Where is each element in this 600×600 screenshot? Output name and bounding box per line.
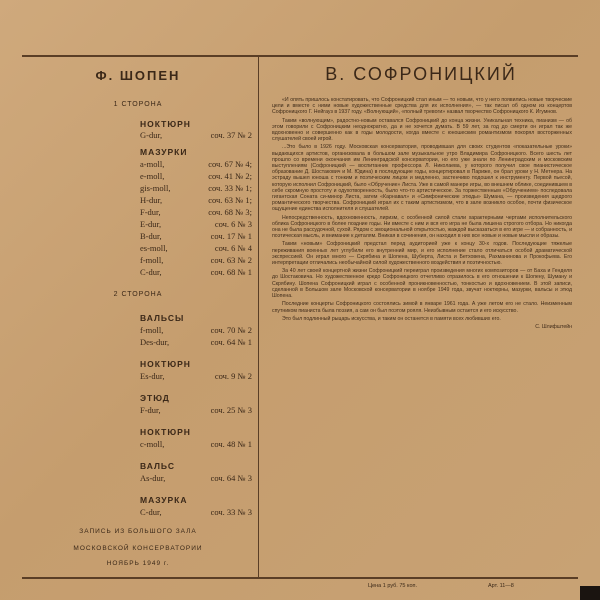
section-title: МАЗУРКА [140,495,188,505]
work-item [140,255,252,265]
corner-shadow [580,586,600,600]
work-opus: соч. 25 № 3 [210,405,252,415]
work-key: F-dur, [140,405,161,415]
work-item [140,371,252,381]
work-item [140,183,252,193]
work-opus: соч. 17 № 1 [210,231,252,241]
work-key: f-moll, [140,255,164,265]
work-opus: соч. 64 № 1 [210,337,252,347]
work-item [140,171,252,181]
recording-venue-line1: ЗАПИСЬ ИЗ БОЛЬШОГО ЗАЛА [79,528,197,535]
side-1-label: 1 СТОРОНА [113,101,163,108]
work-key: Es-dur, [140,371,165,381]
section-title: НОКТЮРН [140,427,191,437]
work-opus: соч. 41 № 2; [208,171,252,181]
recording-venue-line2: МОСКОВСКОЙ КОНСЕРВАТОРИИ [73,545,203,552]
notes-paragraph: Последние концерты Софроницкого состоялись зимой в январе 1961 года. А уже летом его не стало. Неизменным спутником пианиста была поэзия, а сам он был поэтом рояля. Неизбывным остается и его искусство. [272,301,572,314]
top-rule [22,55,578,57]
work-item [140,439,252,449]
work-opus: соч. 67 № 4; [208,159,252,169]
section-title: НОКТЮРН [140,359,191,369]
section-title: НОКТЮРН [140,119,191,129]
work-key: gis-moll, [140,183,171,193]
work-opus: соч. 37 № 2 [210,130,252,140]
work-item [140,507,252,517]
work-opus: соч. 9 № 2 [214,371,252,381]
composer-name: Ф. ШОПЕН [95,68,181,83]
work-item [140,243,252,253]
work-item [140,207,252,217]
notes-paragraph: ...Это было в 1926 году. Московская консерватория, проводившая для своих студентов «показательные уроки» выдающихся артистов, организовала в большом зале музыкальное утро Владимира Софроницкого. Всего шесть лет прошло со времени окончания им Ленинградской консерватории, но его уже знали по Ленинградским и московским выступлениям (Софроницкий — воспитанник профессора Л. Николаева, у которого получил свое пианистическое образование Д. Шостакович и М. Юдина) в последующие годы, концертировал в Париже, он брал уроки у Н. Метнера. На эстраду вышел юноша с тонким и поэтическим лицом и медленно, застенчиво подошел к инструменту. Первой пьесой, которую исполнил Софроницкий, было «Обручение» Листа. Уже в самой манере игры, во внешнем облике, соединившем в себе скромную простоту и одухотворенность, было что-то артистическое. За торжественным «Обручением» последовала гигантская Соната си-минор Листа, затем «Карнавал» и «Симфонические этюды» Шумана, — произведения щедрого романтического творчества. Софроницкий играл их с таким артистизмом, что в зале возникло особое, почти физическое ощущение единства исполнителя и слушателей. [272,144,572,213]
work-key: C-dur, [140,507,162,517]
work-key: F-dur, [140,207,161,217]
notes-paragraph: Это был подлинный рыцарь искусства, и таким он останется в памяти всех любивших его. [282,315,501,322]
work-key: Des-dur, [140,337,170,347]
notes-paragraph: Непосредственность, вдохновенность, лиризм, с особенной силой стали характерными чертами исполнительского облика Софроницкого в более поздние годы. Ни вместе с ним и вся его игра не была лишена строгого отбора. Но никогда она не была рассудочной, сухой. Рядом с эмоциональной открытостью, жаждой высказаться в его игре — и собранность, и поэтическая мысль, и внимание к деталям. Вникая в сочинения, он находил в них все новые и новые мысли и образы. [272,214,572,240]
work-opus: соч. 68 № 1 [210,267,252,277]
work-item [140,231,252,241]
notes-paragraph: Таким «волнующим», радостно-новым оставался Софроницкий до конца жизни. Уникальная техника, пианизм — об этом говорили с Софроницким неоднократно, да и не хочется думать. В 59 лет, за год до смерти он играл так же вдохновенно и совершенно как в годы молодости, когда вместе с юношеским романтизмом покорял восторженных слушателей своей игрой. [272,117,572,143]
price-label: Цена 1 руб. 75 коп. [368,583,418,589]
work-opus: соч. 63 № 1; [208,195,252,205]
work-opus: соч. 64 № 3 [210,473,252,483]
work-opus: соч. 33 № 3 [210,507,252,517]
work-key: H-dur, [140,195,163,205]
work-key: c-moll, [140,439,165,449]
section-title: ЭТЮД [140,393,170,403]
work-opus: соч. 6 № 3 [214,219,252,229]
notes-paragraph: За 40 лет своей концертной жизни Софроницкий переиграл произведения многих композиторов — от Баха и Генделя до Шостаковича. Но художественное кредо Софроницкого отчетливо отразилось в его отношении к Шопену, Шуману и Скрябину. Шопена Софроницкий играл с особенной проникновенностью, тонкостью и вдохновением. В этой записи, сделанной в Большом зале Московской консерватории в ноябре 1949 года, звучат ноктюрны, мазурки, вальсы и этюд Шопена. [272,268,572,300]
section-title: ВАЛЬС [140,461,175,471]
notes-paragraph: Таким «новым» Софроницкий предстал перед аудиторией уже к концу 30-х годов. Последующие тяжелые переживания военных лет углубили его внутренний мир, и его исполнение стало отличаться особой драматической экспрессией. Он играл много — Скрябина и Шопена, Шуберта, Листа и Бетховена, Рахманинова и Прокофьева. Его интерпретации отличались необычайной силой художественного воздействия и поэтичностью. [272,241,572,267]
work-item [140,473,252,483]
performer-name: В. СОФРОНИЦКИЙ [325,64,517,84]
notes-signature: С. Шлифштейн [535,323,572,330]
recording-date: НОЯБРЬ 1949 г. [106,560,170,567]
work-key: As-dur, [140,473,166,483]
work-key: e-moll, [140,171,165,181]
liner-notes [272,97,572,582]
catalog-number: Арт. 11—8 [488,583,514,589]
side-2-label: 2 СТОРОНА [113,291,163,298]
work-item [140,405,252,415]
work-item [140,219,252,229]
work-key: C-dur, [140,267,162,277]
section-title: ВАЛЬСЫ [140,313,185,323]
work-key: B-dur, [140,231,162,241]
work-opus: соч. 63 № 2 [210,255,252,265]
work-key: E-dur, [140,219,162,229]
work-opus: соч. 70 № 2 [210,325,252,335]
section-title: МАЗУРКИ [140,147,188,157]
work-key: f-moll, [140,325,164,335]
work-opus: соч. 6 № 4 [214,243,252,253]
work-opus: соч. 68 № 3; [208,207,252,217]
work-item [140,130,252,140]
work-opus: соч. 33 № 1; [208,183,252,193]
work-key: a-moll, [140,159,165,169]
column-divider [258,57,259,577]
work-item [140,159,252,169]
work-item [140,325,252,335]
work-item [140,337,252,347]
work-key: G-dur, [140,130,163,140]
work-opus: соч. 48 № 1 [210,439,252,449]
work-key: es-moll, [140,243,168,253]
notes-paragraph: «И опять пришлось констатировать, что Софроницкий стал иным — то новым, что у него появились новые творческие цели и вместе с ними новые художественные средства для их исполнения», — так писал об одном из концертов Софроницкого Г. Нейгауз в 1937 году. «Волнующий», «полный тревоги» назвал творчество Софроницкого К. Игумнов. [272,97,572,116]
work-item [140,195,252,205]
work-item [140,267,252,277]
